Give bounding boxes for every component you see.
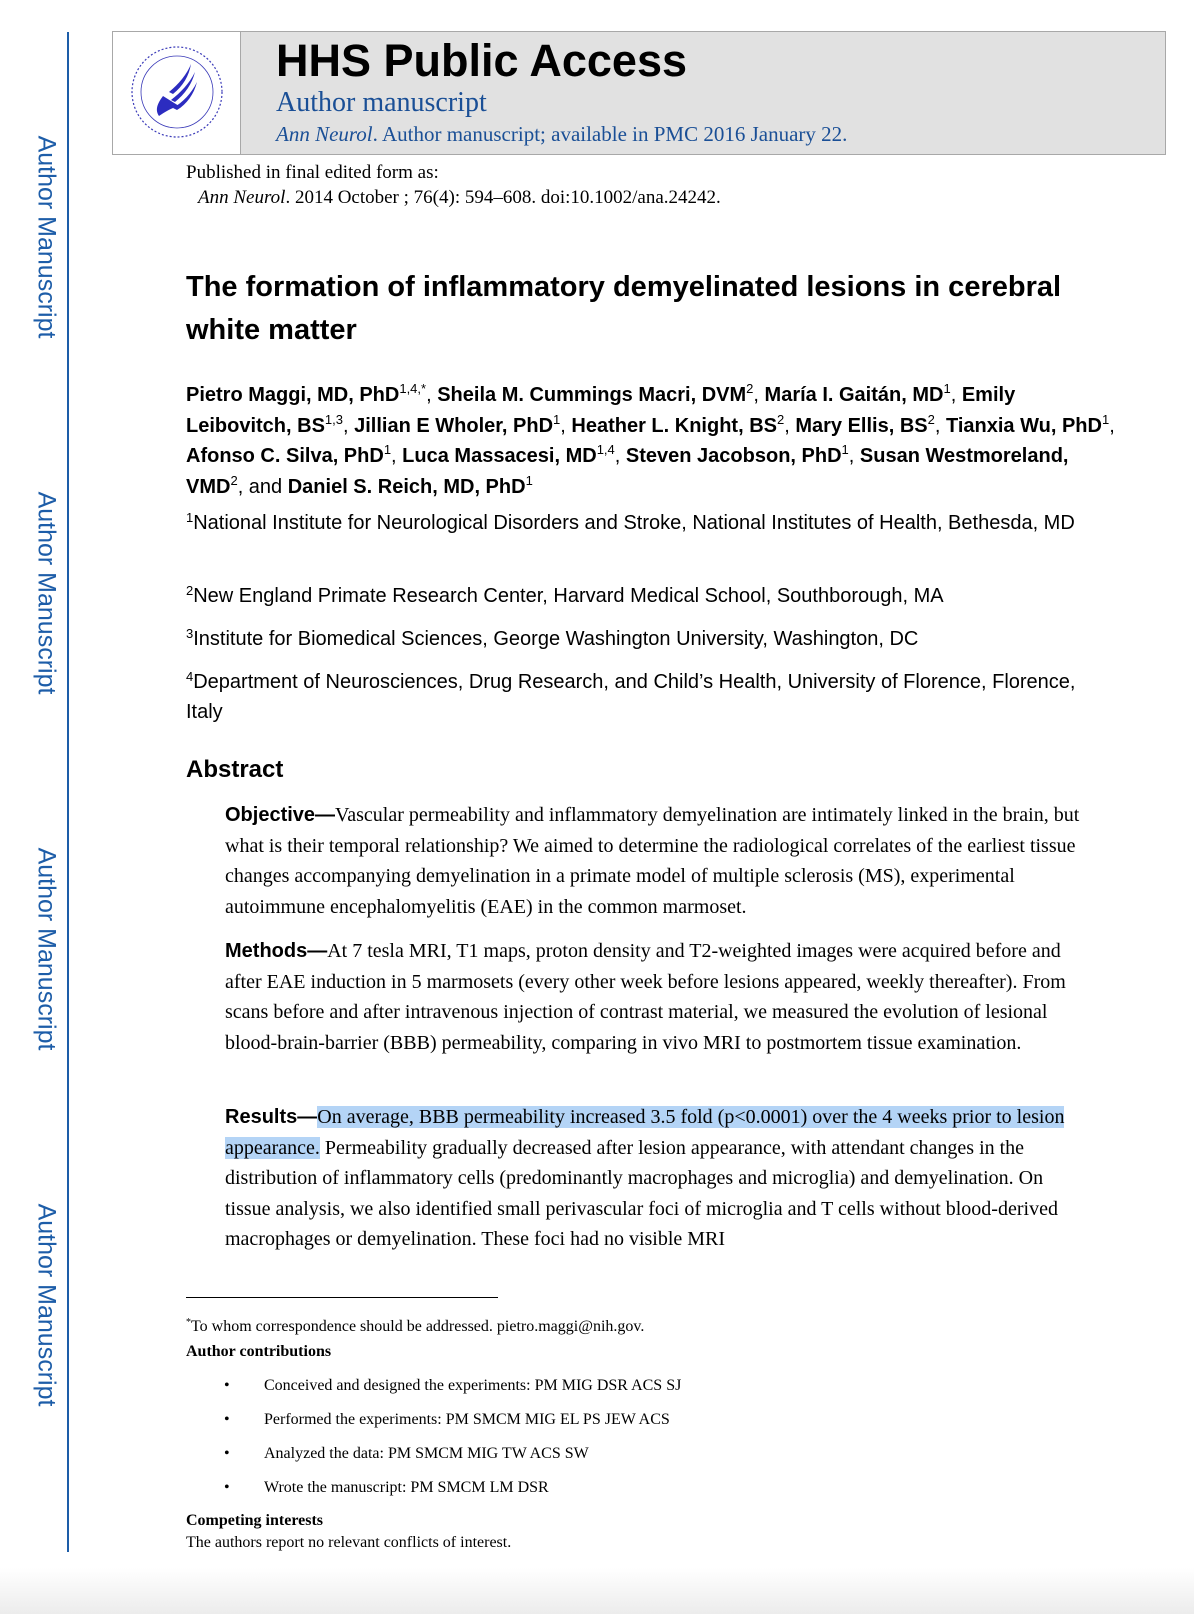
- author-name: Susan Westmoreland, VMD: [186, 445, 1069, 498]
- published-label: Published in final edited form as:: [186, 162, 439, 183]
- affiliation: $^4$Department of Neurosciences, Drug Research, and Child’s Health, University of Florence, Florence, Italy: [186, 669, 1076, 723]
- author-affiliation-mark: 2: [927, 411, 935, 427]
- author-affiliation-mark: 1,4: [596, 442, 615, 457]
- affiliation: $^1$National Institute for Neurological Disorders and Stroke, National Institutes of Health, Bethesda, MD: [186, 510, 1075, 534]
- competing-heading: Competing interests: [186, 1512, 324, 1529]
- author-separator: ,: [753, 384, 765, 406]
- objective-label: Objective—: [225, 804, 336, 826]
- correspondence-note: *To whom correspondence should be addressed. pietro.maggi@nih.gov.: [186, 1317, 645, 1335]
- text-selection-highlight[interactable]: On average, BBB permeability increased 3.5 fold (p<0.0001) over the 4 weeks prior to lesion appearance.: [225, 1106, 1065, 1159]
- sidebar-rule: [67, 32, 69, 1552]
- hhs-title: HHS Public Access: [276, 35, 687, 86]
- author-affiliation-mark: 1: [943, 381, 951, 396]
- methods-text: At 7 tesla MRI, T1 maps, proton density and T2-weighted images were acquired before and after EAE induction in 5 marmosets (every other week before lesions appeared, weekly thereafter). From scans before and after intravenous injection of contrast material, we measured the evolution of lesional blood-brain-barrier (BBB) permeability, comparing in vivo MRI to postmortem tissue examination.: [225, 940, 1066, 1054]
- author-separator: ,: [614, 445, 626, 467]
- manuscript-type: Author manuscript: [276, 87, 487, 118]
- author-affiliation-mark: 2: [230, 472, 238, 488]
- citation-line: Ann Neurol. 2014 October ; 76(4): 594–608. doi:10.1002/ana.24242.: [198, 187, 721, 208]
- author-affiliation-mark: 1,3: [324, 411, 343, 427]
- author-name: Pietro Maggi, MD, PhD: [186, 384, 400, 406]
- author-affiliation-mark: 1: [525, 472, 533, 488]
- author-separator: ,: [934, 414, 946, 437]
- contributions-heading: Author contributions: [186, 1343, 332, 1360]
- author-separator: ,: [342, 414, 355, 437]
- author-name: María I. Gaitán, MD: [764, 384, 944, 406]
- author-affiliation-mark: 2: [776, 411, 785, 427]
- results-label: Results—: [225, 1106, 318, 1128]
- author-separator: ,: [950, 384, 962, 406]
- author-affiliation-mark: 1: [383, 442, 392, 457]
- abstract-heading: Abstract: [186, 756, 284, 783]
- author-separator: ,: [560, 414, 572, 437]
- author-separator: ,: [1109, 414, 1115, 437]
- author-name: Luca Massacesi, MD: [402, 445, 597, 467]
- abstract-results: [225, 1102, 1085, 1255]
- author-affiliation-mark: 1: [841, 442, 849, 457]
- author-affiliation-mark: 1,4,*: [399, 381, 427, 396]
- affiliation: $^3$Institute for Biomedical Sciences, George Washington University, Washington, DC: [186, 626, 919, 650]
- author-name: Daniel S. Reich, MD, PhD: [287, 475, 526, 498]
- competing-text: The authors report no relevant conflicts of interest.: [186, 1534, 512, 1551]
- author-separator: ,: [391, 445, 403, 467]
- hhs-header: [112, 31, 1166, 155]
- author-name: Emily Leibovitch, BS: [186, 384, 1016, 437]
- methods-label: Methods—: [225, 940, 328, 962]
- footnote-divider: [186, 1297, 498, 1298]
- objective-text: Vascular permeability and inflammatory demyelination are intimately linked in the brain, but what is their temporal relationship? We aimed to determine the radiological correlates of the earliest tissue changes accompanying demyelination in a primate model of multiple sclerosis (MS), experimental autoimmune encephalomyelitis (EAE) in the common marmoset.: [225, 804, 1080, 918]
- hhs-logo: [113, 32, 241, 154]
- hhs-eagle-seal-icon: [129, 44, 225, 140]
- author-name: Heather L. Knight, BS: [571, 414, 777, 437]
- availability-line: Ann Neurol. Author manuscript; available in PMC 2016 January 22.: [276, 122, 848, 146]
- author-name: Jillian E Wholer, PhD: [354, 414, 554, 437]
- author-separator: ,: [848, 445, 860, 467]
- author-separator: ,: [426, 384, 438, 406]
- author-list: [186, 380, 1116, 502]
- author-name: Tianxia Wu, PhD: [945, 414, 1102, 437]
- author-affiliation-mark: 1: [553, 411, 561, 427]
- author-name: Mary Ellis, BS: [795, 414, 928, 437]
- author-separator: , and: [237, 475, 288, 498]
- author-name: Afonso C. Silva, PhD: [186, 445, 384, 467]
- author-name: Steven Jacobson, PhD: [625, 445, 842, 467]
- author-separator: ,: [784, 414, 796, 437]
- paper-title: The formation of inflammatory demyelinated lesions in cerebral white matter: [186, 271, 1062, 346]
- abstract-methods: [225, 936, 1085, 1058]
- author-affiliation-mark: 1: [1101, 411, 1110, 427]
- results-text: Permeability gradually decreased after lesion appearance, with attendant changes in the distribution of inflammatory cells (predominantly macrophages and microglia) and demyelination. On tissue analysis, we also identified small perivascular foci of microglia and T cells without blood-derived macrophages or demyelination. These foci had no visible MRI: [225, 1136, 1058, 1250]
- affiliation: $^2$New England Primate Research Center, Harvard Medical School, Southborough, MA: [186, 583, 944, 607]
- abstract-objective: [225, 800, 1085, 922]
- author-affiliation-mark: 2: [746, 381, 754, 396]
- page-bottom-shade: [0, 1568, 1194, 1614]
- author-name: Sheila M. Cummings Macri, DVM: [437, 384, 747, 406]
